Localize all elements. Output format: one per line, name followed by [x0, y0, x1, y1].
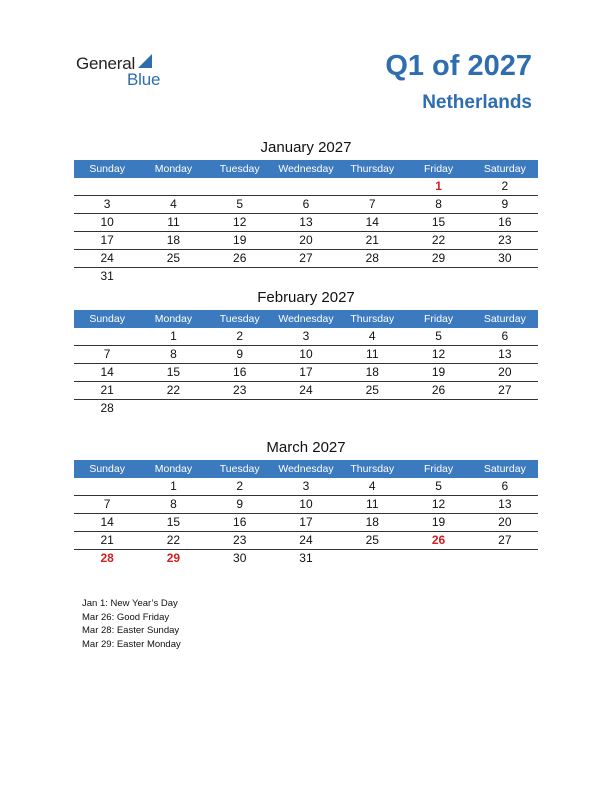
- day-cell: [339, 178, 405, 195]
- day-cell: 28: [365, 251, 379, 265]
- logo-triangle-icon: [138, 54, 152, 68]
- weekday-label: Monday: [154, 163, 193, 175]
- day-cell: [140, 178, 206, 195]
- holiday-item: Mar 28: Easter Sunday: [82, 625, 180, 636]
- day-cell: 14: [100, 365, 114, 379]
- day-cell: 20: [498, 365, 512, 379]
- day-cell: 4: [368, 329, 376, 343]
- day-cell: 9: [236, 347, 244, 361]
- day-cell: 9: [236, 497, 244, 511]
- weekday-label: Monday: [154, 463, 193, 475]
- day-cell: 7: [368, 197, 376, 211]
- week-row: [74, 214, 538, 232]
- day-cell: 20: [498, 515, 512, 529]
- day-cell: [207, 268, 273, 285]
- day-cell: 30: [233, 551, 247, 565]
- day-cell: 12: [431, 347, 446, 361]
- day-cell: 7: [103, 497, 111, 511]
- day-cell: [140, 400, 206, 417]
- day-cell: 2: [236, 479, 244, 493]
- weekday-label: Wednesday: [278, 463, 334, 475]
- day-cell: [339, 268, 405, 285]
- day-cell: 12: [233, 215, 247, 229]
- day-cell: 19: [431, 365, 446, 379]
- day-cell: 25: [166, 251, 181, 265]
- day-cell: 14: [365, 215, 379, 229]
- day-cell: 29: [431, 251, 446, 265]
- day-cell: [405, 400, 471, 417]
- day-cell: 24: [100, 251, 114, 265]
- day-cell: 1: [170, 329, 177, 343]
- day-cell: 2: [501, 179, 509, 193]
- weekday-header: [74, 160, 538, 178]
- weekday-label: Thursday: [350, 163, 395, 175]
- day-cell: 16: [233, 365, 247, 379]
- holiday-day-cell: 29: [166, 551, 181, 565]
- weekday-label: Tuesday: [219, 463, 260, 475]
- week-row: [74, 178, 538, 196]
- week-row: [74, 382, 538, 400]
- day-cell: 10: [299, 347, 313, 361]
- day-cell: [339, 400, 405, 417]
- day-cell: 18: [166, 233, 181, 247]
- day-cell: 17: [100, 233, 114, 247]
- day-cell: 7: [103, 347, 111, 361]
- day-cell: [339, 550, 405, 567]
- day-cell: 13: [498, 347, 512, 361]
- day-cell: 10: [100, 215, 114, 229]
- logo-word-general: General: [76, 54, 136, 73]
- day-cell: 21: [365, 233, 379, 247]
- day-cell: 25: [365, 383, 379, 397]
- day-cell: 25: [365, 533, 379, 547]
- week-row: [74, 328, 538, 346]
- day-cell: 26: [431, 383, 446, 397]
- day-cell: 4: [368, 479, 376, 493]
- holiday-item: Mar 29: Easter Monday: [82, 638, 181, 650]
- month-january: [74, 137, 538, 285]
- holiday-day-cell: 1: [435, 179, 442, 193]
- weekday-label: Thursday: [350, 463, 395, 475]
- day-cell: 31: [100, 269, 114, 283]
- day-cell: 27: [498, 533, 512, 547]
- day-cell: [207, 400, 273, 417]
- holiday-day-cell: 28: [100, 551, 114, 565]
- weekday-label: Thursday: [350, 313, 395, 325]
- holiday-day-cell: 26: [431, 533, 446, 547]
- day-cell: 3: [103, 197, 111, 211]
- day-cell: 6: [302, 197, 310, 211]
- day-cell: 10: [299, 497, 313, 511]
- holiday-item: Mar 26: Good Friday: [82, 611, 170, 623]
- quarter-title: Q1 of 2027: [385, 50, 532, 82]
- week-row: [74, 232, 538, 250]
- day-cell: 19: [233, 233, 247, 247]
- day-cell: 16: [233, 515, 247, 529]
- weekday-label: Friday: [423, 313, 454, 325]
- week-row: [74, 400, 538, 417]
- day-cell: 23: [498, 233, 512, 247]
- day-cell: 19: [431, 515, 446, 529]
- day-cell: 14: [100, 515, 114, 529]
- day-cell: 5: [435, 479, 442, 493]
- weekday-header: [74, 310, 538, 328]
- day-cell: 18: [365, 515, 379, 529]
- weekday-label: Friday: [423, 463, 454, 475]
- day-cell: 5: [435, 329, 442, 343]
- weekday-header: [74, 460, 538, 478]
- day-cell: [273, 400, 339, 417]
- day-cell: 27: [498, 383, 512, 397]
- day-cell: 3: [302, 479, 310, 493]
- country-title: Netherlands: [422, 92, 532, 113]
- day-cell: 9: [501, 197, 509, 211]
- month-march: [74, 437, 538, 567]
- day-cell: [405, 550, 471, 567]
- day-cell: 27: [299, 251, 313, 265]
- day-cell: 21: [100, 533, 114, 547]
- month-title: February 2027: [257, 289, 355, 306]
- day-cell: 28: [100, 401, 114, 415]
- weekday-label: Monday: [154, 313, 193, 325]
- week-row: [74, 268, 538, 285]
- day-cell: 15: [166, 365, 181, 379]
- week-row: [74, 364, 538, 382]
- weekday-label: Friday: [423, 163, 454, 175]
- day-cell: 23: [233, 383, 247, 397]
- day-cell: 15: [166, 515, 181, 529]
- day-cell: 24: [299, 533, 313, 547]
- week-row: [74, 532, 538, 550]
- day-cell: 3: [302, 329, 310, 343]
- day-cell: 11: [167, 215, 180, 229]
- holiday-list: [82, 597, 181, 651]
- weekday-label: Wednesday: [278, 163, 334, 175]
- day-cell: 5: [236, 197, 244, 211]
- day-cell: 2: [236, 329, 244, 343]
- day-cell: 22: [166, 533, 181, 547]
- day-cell: 22: [431, 233, 446, 247]
- day-cell: 18: [365, 365, 379, 379]
- day-cell: 23: [233, 533, 247, 547]
- month-title: January 2027: [260, 139, 352, 156]
- day-cell: 16: [498, 215, 512, 229]
- weekday-label: Saturday: [483, 313, 526, 325]
- week-row: [74, 478, 538, 496]
- day-cell: 24: [299, 383, 313, 397]
- weekday-label: Tuesday: [219, 313, 260, 325]
- day-cell: 4: [170, 197, 177, 211]
- day-cell: 26: [233, 251, 247, 265]
- day-cell: [405, 268, 471, 285]
- day-cell: 8: [170, 497, 177, 511]
- month-title: March 2027: [266, 439, 346, 456]
- day-cell: 11: [366, 347, 379, 361]
- logo-word-blue: Blue: [127, 70, 161, 89]
- day-cell: 17: [299, 365, 313, 379]
- weekday-label: Saturday: [483, 463, 526, 475]
- day-cell: [74, 178, 140, 195]
- week-row: [74, 346, 538, 364]
- month-february: [74, 287, 538, 417]
- day-cell: [273, 268, 339, 285]
- day-cell: [140, 268, 206, 285]
- day-cell: [472, 550, 538, 567]
- day-cell: 15: [431, 215, 446, 229]
- weekday-label: Sunday: [89, 163, 125, 175]
- day-cell: 13: [299, 215, 313, 229]
- day-cell: [74, 328, 140, 345]
- day-cell: 22: [166, 383, 181, 397]
- day-cell: [207, 178, 273, 195]
- day-cell: 13: [498, 497, 512, 511]
- day-cell: 6: [501, 479, 509, 493]
- day-cell: [472, 268, 538, 285]
- week-row: [74, 196, 538, 214]
- day-cell: 8: [170, 347, 177, 361]
- day-cell: 31: [299, 551, 313, 565]
- weekday-label: Tuesday: [219, 163, 260, 175]
- week-row: [74, 550, 538, 567]
- day-cell: [74, 478, 140, 495]
- day-cell: [472, 400, 538, 417]
- day-cell: 6: [501, 329, 509, 343]
- weekday-label: Sunday: [89, 463, 125, 475]
- day-cell: 11: [366, 497, 379, 511]
- day-cell: 30: [498, 251, 512, 265]
- day-cell: 20: [299, 233, 313, 247]
- day-cell: [273, 178, 339, 195]
- day-cell: 12: [431, 497, 446, 511]
- holiday-item: Jan 1: New Year’s Day: [82, 598, 178, 609]
- day-cell: 1: [170, 479, 177, 493]
- week-row: [74, 514, 538, 532]
- week-row: [74, 496, 538, 514]
- week-row: [74, 250, 538, 268]
- weekday-label: Wednesday: [278, 313, 334, 325]
- weekday-label: Sunday: [89, 313, 125, 325]
- day-cell: 21: [100, 383, 114, 397]
- logo: [76, 52, 186, 92]
- day-cell: 8: [435, 197, 442, 211]
- day-cell: 17: [299, 515, 313, 529]
- weekday-label: Saturday: [483, 163, 526, 175]
